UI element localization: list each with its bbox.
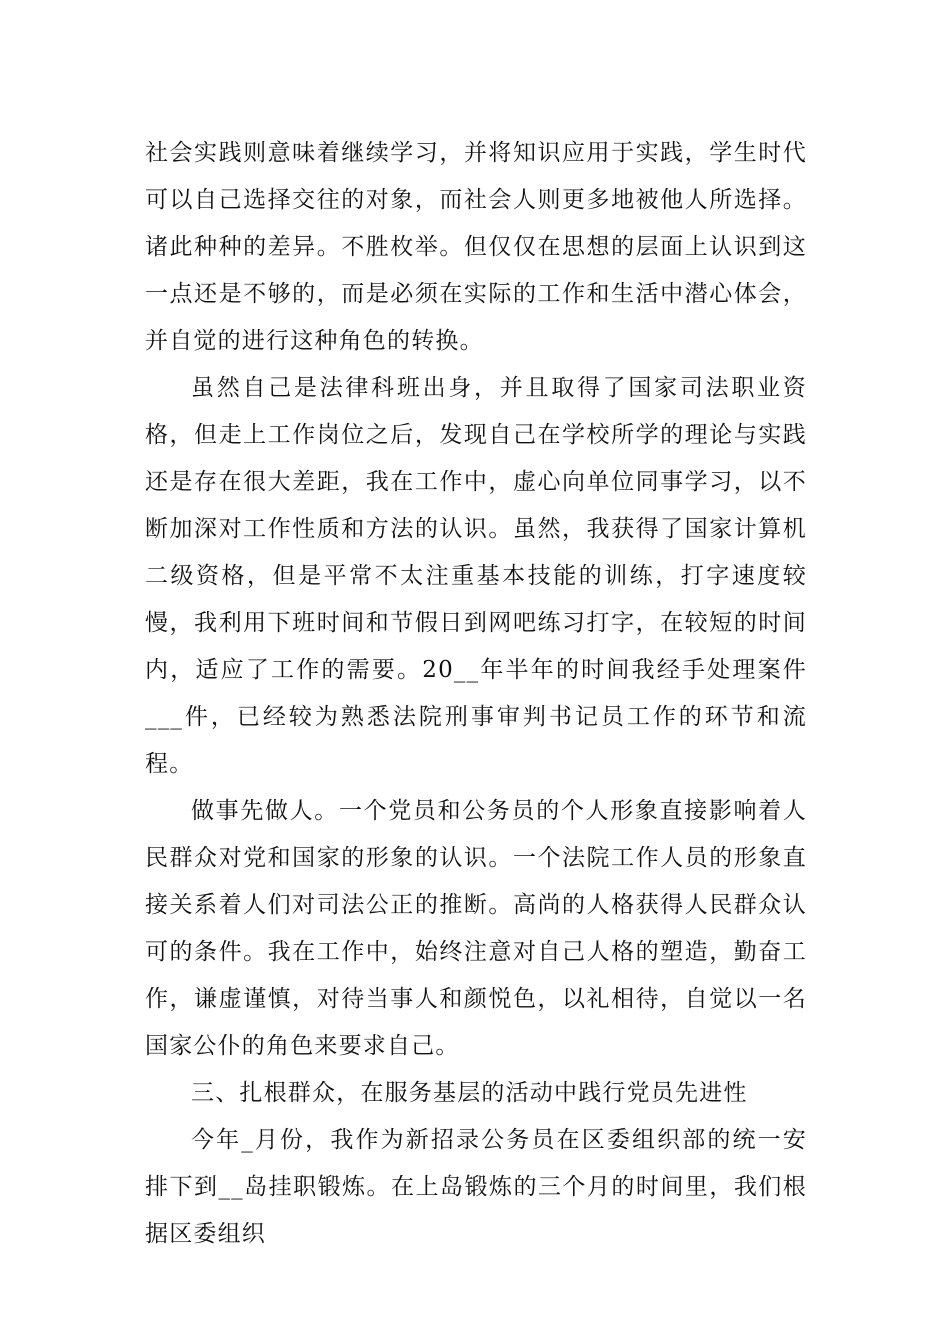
- paragraph-personal-conduct: 做事先做人。一个党员和公务员的个人形象直接影响着人民群众对党和国家的形象的认识。一个法院工作人员的形象直接关系着人们对司法公正的推断。高尚的人格获得人民群众认可的条件。我在工作中，始终注意对自己人格的塑造，勤奋工作，谦虚谨慎，对待当事人和颜悦色，以礼相待，自觉以一名国家公仆的角色来要求自己。: [145, 798, 807, 1059]
- paragraph-grassroots-service: 今年_月份，我作为新招录公务员在区委组织部的统一安排下到__岛挂职锻炼。在上岛锻炼的三个月的时间里，我们根据区委组织: [145, 1127, 807, 1247]
- document-page: [145, 130, 807, 1258]
- paragraph-role-transition: 社会实践则意味着继续学习，并将知识应用于实践，学生时代可以自己选择交往的对象，而社会人则更多地被他人所选择。诸此种种的差异。不胜枚举。但仅仅在思想的层面上认识到这一点还是不够的，而是必须在实际的工作和生活中潜心体会，并自觉的进行这种角色的转换。: [145, 140, 807, 354]
- section-heading-three: 三、扎根群众，在服务基层的活动中践行党员先进性: [191, 1080, 748, 1106]
- paragraph-skills-learning: 虽然自己是法律科班出身，并且取得了国家司法职业资格，但走上工作岗位之后，发现自己在学校所学的理论与实践还是存在很大差距，我在工作中，虚心向单位同事学习，以不断加深对工作性质和方法的认识。虽然，我获得了国家计算机二级资格，但是平常不太注重基本技能的训练，打字速度较慢，我利用下班时间和节假日到网吧练习打字，在较短的时间内，适应了工作的需要。20__年半年的时间我经手处理案件___件，已经较为熟悉法院刑事审判书记员工作的环节和流程。: [145, 375, 807, 777]
